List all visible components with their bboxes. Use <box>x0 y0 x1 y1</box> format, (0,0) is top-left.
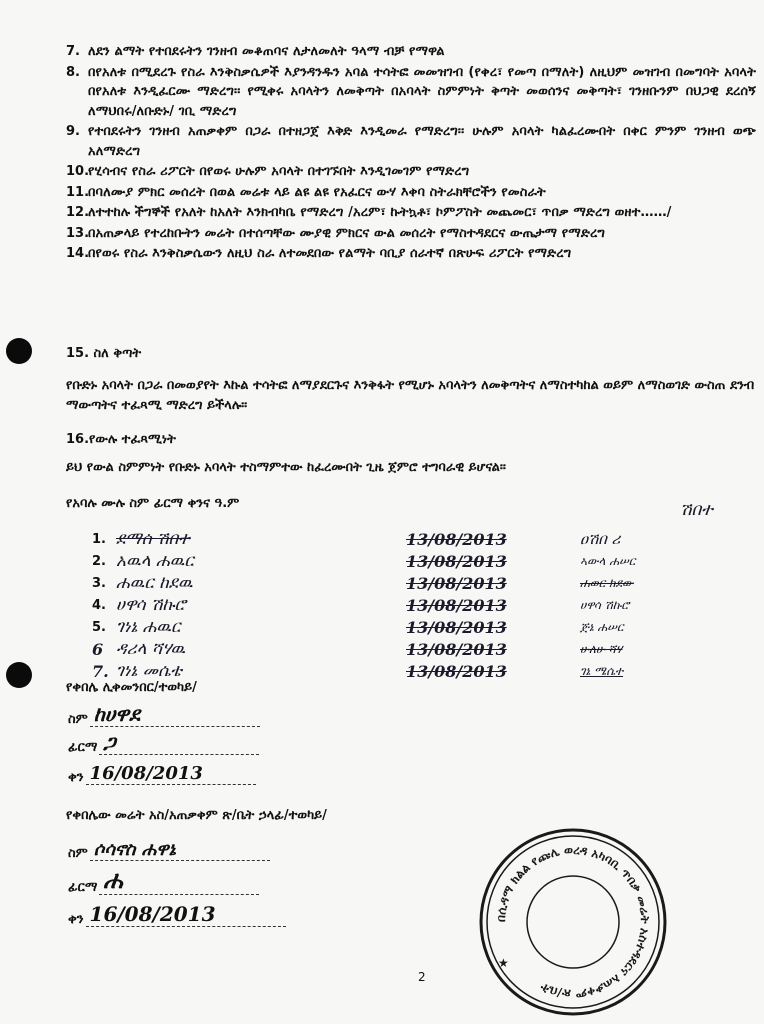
stamp-ring-text: በሲዳማ ክልል የጩሌ ወረዳ አካባቢ ጥበቃ መሬት አስተዳደርና አጠቃቀም ጽ/ቤት <box>493 842 653 1002</box>
office-name-value: ሶሳኖስ ሐዋኔ <box>93 839 176 860</box>
member-name: አዉላ ሐዉር <box>116 551 194 571</box>
receiver-name-field: ስም ከሀዋደ <box>68 712 260 727</box>
svg-text:★: ★ <box>498 956 509 970</box>
section-16-text: ይህ የውል ስምምነት የቡድኑ አባላት ተስማምተው ከፈረሙበት ጊዜ ጀምሮ ተግባራዊ ይሆናል፡፡ <box>66 460 506 475</box>
signature-row: 1. ደማሰ ሽበተ 13/08/2013 ዐሽበ ሪ <box>92 529 621 549</box>
section-15-text: የቡድኑ አባላት በጋራ በመወያየት እኩል ተሳትፎ ለማያደርጉና እንቅፋት የሚሆኑ አባላትን ለመቅጣትና ለማስተካከል ወይም ለማስወገድ ውስጠ ደንብ ማውጣትና ተፈጻሚ ማድረግ ይችላሉ፡፡ <box>66 378 755 413</box>
signing-date: 13/08/2013 <box>406 617 507 637</box>
receiver-date-field: ቀን 16/08/2013 <box>68 770 256 785</box>
signature-row: 3. ሐዉር ከደዉ 13/08/2013 ሐወር ክደው <box>92 573 634 593</box>
punch-hole-top <box>6 338 32 364</box>
list-item: 11. በባለሙያ ምክር መሰረት በወል መሬቱ ላይ ልዩ ልዩ የአፈርና ውሃ እቀባ ስትራክቸሮችን የመስራት <box>66 184 546 200</box>
list-item: 8. በየአለቱ በሚደረጉ የስራ እንቅስቃሴዎች እያንዳንዱን አባል ተሳትፎ መመዝገብ (የቀረ፣ የመጣ በማለት) ለዚህም መዝገብ በመግባት አባላት በየአለቱ እንዲፈርሙ ማድረግ፡፡ የሚቀሩ አባላትን ለመቅጣት በአባላት ስምምነት ቅጣት መወሰንና መቅጣት፣ ገንዘቡንም በህጋዊ ደረሰኝ ለማህበሩ/ለቡድኑ/ ገቢ ማድረግ <box>66 64 756 119</box>
signing-date: 13/08/2013 <box>406 551 507 571</box>
member-signature: ዐሽበ ሪ <box>580 530 621 548</box>
section-16-title: 16.የውሉ ተፈጻሚነት <box>66 432 176 447</box>
signature-row: 6 ዳሪላ ሻሃዉ 13/08/2013 ሁለሁ ሻሃ <box>92 639 623 659</box>
official-stamp <box>478 822 668 1022</box>
signature-table-header: የአባሉ ሙሉ ስም ፊርማ ቀንና ዓ.ም <box>66 496 240 511</box>
list-item: 9. የተበደሩትን ገንዘብ አጠቃቀም በጋራ በተዘጋጀ እቅድ እንዲመራ የማድረግ፡፡ ሁሉም አባላት ካልፈረሙበት በቀር ምንም ገንዘብ ወጭ አለማድረግ <box>66 124 756 159</box>
list-item: 14. በየወሩ የስራ እንቅስቃሴውን ለዚህ ስራ ለተመደበው የልማት ባቢያ ሰራተኛ በጽሁፍ ሪፖርት የማድረግ <box>66 246 572 261</box>
office-date-field: ቀን 16/08/2013 <box>68 912 286 927</box>
office-sign-field: ፊርማ ሐ <box>68 880 259 895</box>
member-signature: ጅኔ ሐሠር <box>580 619 624 634</box>
member-signature: ሐወር ክደው <box>580 575 634 590</box>
signing-date: 13/08/2013 <box>406 661 507 681</box>
member-name: ገነኔ መሴቴ <box>116 661 182 681</box>
list-item: 13. በአጠቃላይ የተረከቡትን መሬት በተሰጣቸው ሙያዊ ምክርና ውል መሰረት የማስተዳደርና ውጤታማ የማድረግ <box>66 225 605 241</box>
list-item: 10. የሂሳብና የስራ ሪፖርት በየወሩ ሁሉም አባላት በተገኙበት እንዲገመገም የማድረግ <box>66 164 470 179</box>
signature-row: 2. አዉላ ሐዉር 13/08/2013 ኣውላ ሐሠር <box>92 551 636 571</box>
signing-date: 13/08/2013 <box>406 639 507 659</box>
obligations-list <box>66 42 756 265</box>
member-name: ሐዉር ከደዉ <box>116 573 193 593</box>
receiver-date-value: 16/08/2013 <box>89 763 203 784</box>
signing-date: 13/08/2013 <box>406 529 507 549</box>
list-item: 12. ለተተከሉ ችግኞች የአለት ከአለት እንክብካቤ የማድረግ /አረም፣ ኩትኳቶ፣ ኮምፖስት መጨመር፣ ጥበቃ ማድረግ ወዘተ……/ <box>66 205 672 220</box>
signature-row: 5. ገነኔ ሐዉር 13/08/2013 ጅኔ ሐሠር <box>92 617 624 637</box>
office-sign-value: ሐ <box>103 865 123 894</box>
signing-date: 13/08/2013 <box>406 573 507 593</box>
page-number: 2 <box>418 970 426 984</box>
member-name: ሀዋሳ ሽኩሮ <box>116 595 186 615</box>
list-item: 7. ለደን ልማት የተበደሩትን ገንዘብ መቆጠባና ለታለመለት ዓላማ ብቻ የማዋል <box>66 44 445 59</box>
office-title: የቀበሌው መሬት አስ/አጠቃቀም ጽ/ቤት ኃላፊ/ተወካይ/ <box>66 808 327 823</box>
member-signature: ሀዋሳ ሽኩሮ <box>580 597 630 612</box>
member-name: ገነኔ ሐዉር <box>116 617 181 637</box>
member-name: ደማሰ ሽበተ <box>116 529 190 549</box>
office-date-value: 16/08/2013 <box>89 902 216 926</box>
office-name-field: ስም ሶሳኖስ ሐዋኔ <box>68 846 270 861</box>
receiver-sign-value: ጋ <box>103 730 116 754</box>
signature-row: 7. ገነኔ መሴቴ 13/08/2013 ገኔ ሜሴተ <box>92 661 624 681</box>
punch-hole-bottom <box>6 662 32 688</box>
member-signature: ሁለሁ ሻሃ <box>580 641 623 656</box>
signing-date: 13/08/2013 <box>406 595 507 615</box>
section-15-title: 15. ስለ ቅጣት <box>66 346 142 361</box>
member-name: ዳሪላ ሻሃዉ <box>116 639 186 659</box>
signature-row: 4. ሀዋሳ ሽኩሮ 13/08/2013 ሀዋሳ ሽኩሮ <box>92 595 630 615</box>
member-signature: ገኔ ሜሴተ <box>580 663 624 678</box>
extra-signature: ሽበተ <box>680 500 713 520</box>
receiver-name-value: ከሀዋደ <box>93 702 140 726</box>
receiver-sign-field: ፊርማ ጋ <box>68 740 259 755</box>
member-signature: ኣውላ ሐሠር <box>580 553 636 568</box>
receiver-title: የቀበሌ ሊቀመንበር/ተወካይ/ <box>66 680 197 695</box>
